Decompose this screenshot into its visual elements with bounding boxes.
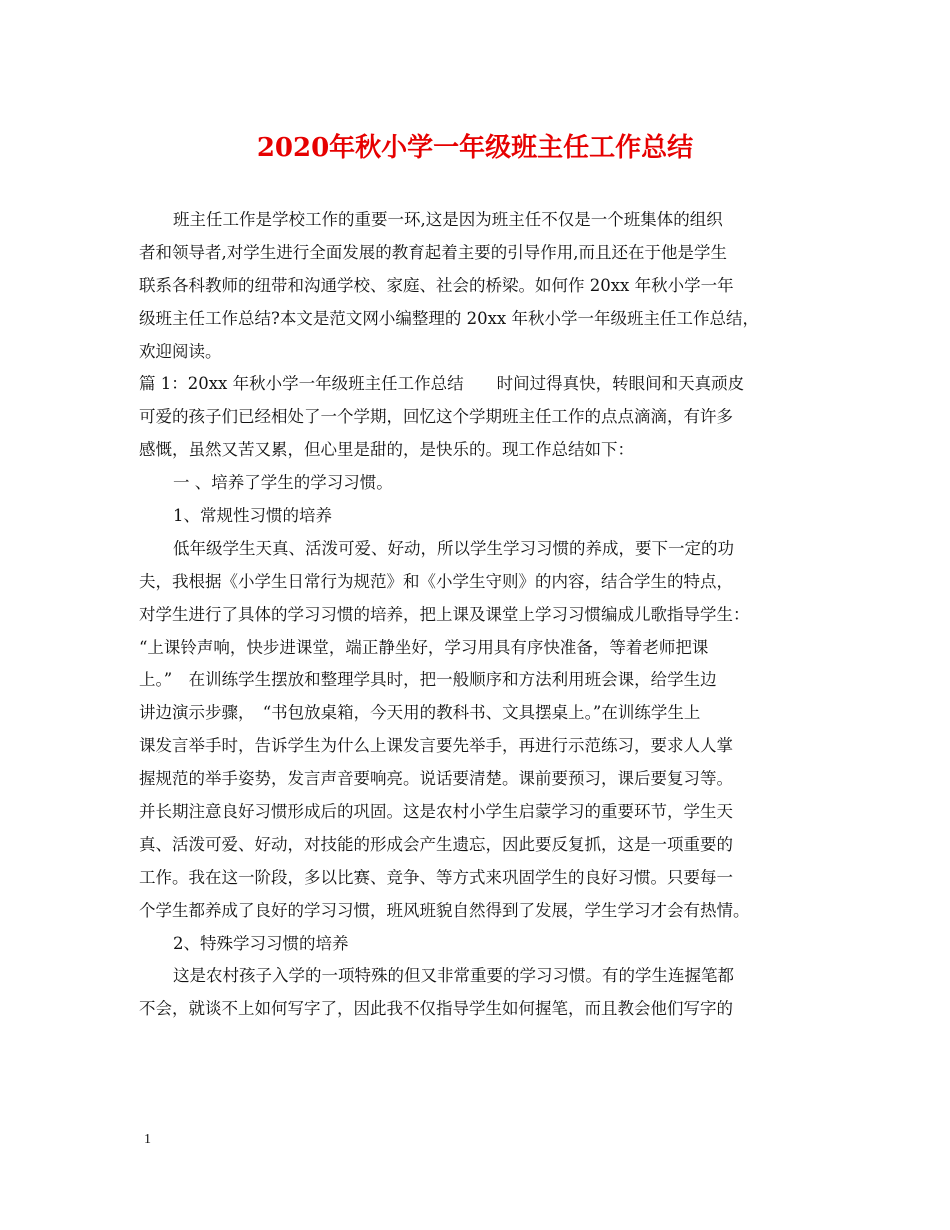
text-line: 不会，就谈不上如何写字了，因此我不仅指导学生如何握笔，而且教会他们写字的 [139, 999, 733, 1019]
page-number: 1 [144, 1132, 151, 1147]
text-line: 夫，我根据《小学生日常行为规范》和《小学生守则》的内容，结合学生的特点， [139, 571, 733, 591]
text-line: 者和领导者,对学生进行全面发展的教育起着主要的引导作用,而且还在于他是学生 [139, 242, 727, 262]
text-line: 讲边演示步骤， “书包放桌箱，今天用的教科书、文具摆桌上。”在训练学生上 [139, 703, 701, 723]
text-line: 这是农村孩子入学的一项特殊的但又非常重要的学习习惯。有的学生连握笔都 [173, 966, 734, 986]
document-body [139, 204, 819, 1026]
text-line: 真、活泼可爱、好动，对技能的形成会产生遗忘，因此要反复抓，这是一项重要的 [139, 834, 733, 854]
text-line: 可爱的孩子们已经相处了一个学期，回忆这个学期班主任工作的点点滴滴，有许多 [139, 407, 733, 427]
text-line: 篇 1：20xx 年秋小学一年级班主任工作总结 时间过得真快，转眼间和天真顽皮 [139, 374, 745, 394]
text-line: 感慨，虽然又苦又累，但心里是甜的，是快乐的。现工作总结如下： [139, 440, 634, 460]
text-line: 工作。我在这一阶段，多以比赛、竞争、等方式来巩固学生的良好习惯。只要每一 [139, 867, 733, 887]
text-line: “上课铃声响，快步进课堂，端正静坐好，学习用具有序快准备，等着老师把课 [139, 637, 709, 657]
text-line: 欢迎阅读。 [139, 341, 222, 361]
text-line: 个学生都养成了良好的学习习惯，班风班貌自然得到了发展，学生学习才会有热情。 [139, 900, 750, 920]
text-line: 低年级学生天真、活泼可爱、好动，所以学生学习习惯的养成，要下一定的功 [173, 538, 734, 558]
text-line: 握规范的举手姿势，发言声音要响亮。说话要清楚。课前要预习，课后要复习等。 [139, 769, 733, 789]
text-line: 上。” 在训练学生摆放和整理学具时，把一般顺序和方法利用班会课，给学生边 [139, 670, 717, 690]
section-heading: 一 、培养了学生的学习习惯。 [173, 473, 393, 493]
document-title: 2020年秋小学一年级班主任工作总结 [256, 133, 694, 163]
text-line: 级班主任工作总结?本文是范文网小编整理的 20xx 年秋小学一年级班主任工作总结， [139, 308, 759, 328]
subsection-heading: 1、常规性习惯的培养 [173, 506, 332, 526]
text-line: 班主任工作是学校工作的重要一环,这是因为班主任不仅是一个班集体的组织 [173, 210, 723, 229]
text-line: 对学生进行了具体的学习习惯的培养，把上课及课堂上学习习惯编成儿歌指导学生： [139, 604, 750, 624]
text-line: 课发言举手时，告诉学生为什么上课发言要先举手，再进行示范练习，要求人人掌 [139, 736, 733, 756]
text-line: 联系各科教师的纽带和沟通学校、家庭、社会的桥梁。如何作 20xx 年秋小学一年 [139, 275, 734, 295]
text-line: 并长期注意良好习惯形成后的巩固。这是农村小学生启蒙学习的重要环节，学生天 [139, 802, 733, 822]
subsection-heading: 2、特殊学习习惯的培养 [173, 933, 349, 953]
